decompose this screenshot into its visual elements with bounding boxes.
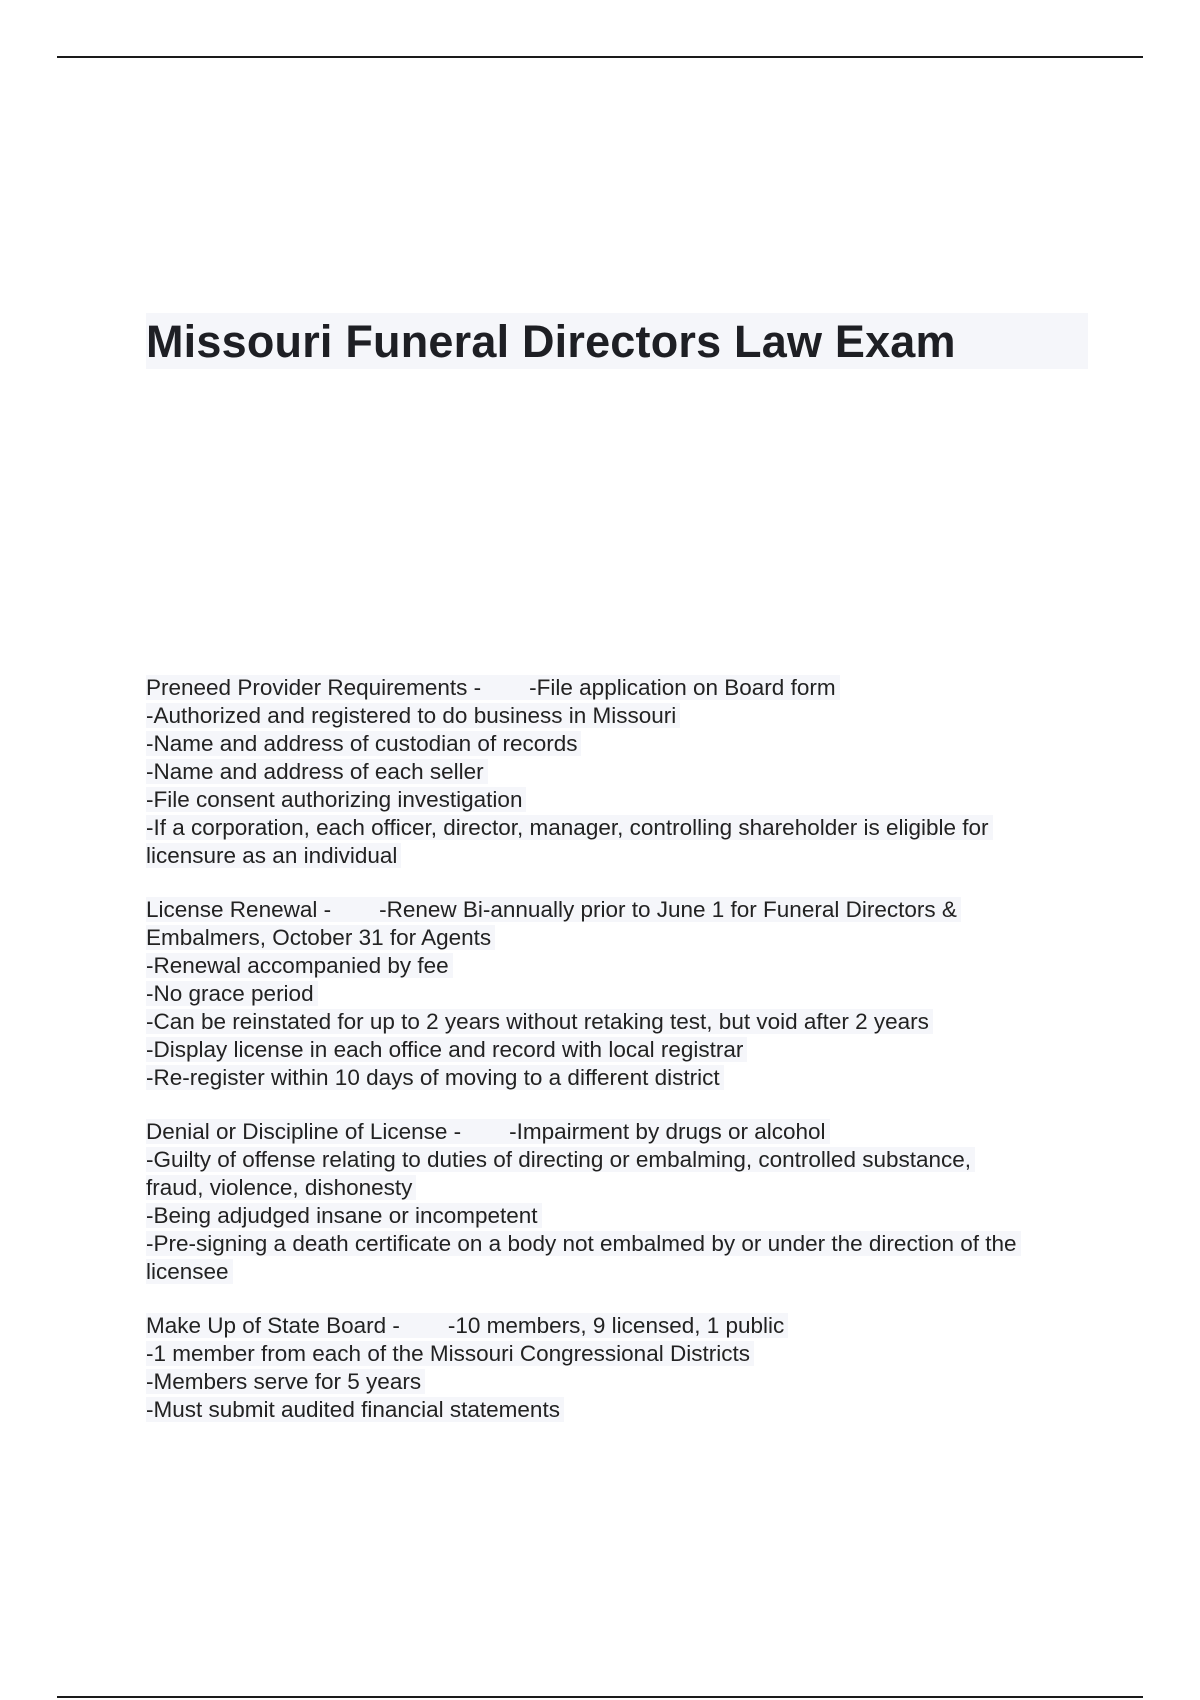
flashcard-line: -Name and address of custodian of records — [146, 730, 1096, 758]
flashcard-definition: -Renew Bi-annually prior to June 1 for Funeral Directors & — [379, 897, 957, 922]
flashcard-line: -No grace period — [146, 980, 1096, 1008]
flashcard-definition: -File application on Board form — [529, 675, 836, 700]
flashcard-definition: -10 members, 9 licensed, 1 public — [447, 1313, 785, 1338]
flashcard-preneed-provider — [146, 674, 1096, 870]
flashcard-line: licensure as an individual — [146, 842, 1096, 870]
flashcard-first-line — [146, 1118, 1096, 1146]
document-title: Missouri Funeral Directors Law Exam — [146, 316, 956, 367]
flashcard-line: -Guilty of offense relating to duties of directing or embalming, controlled substance, — [146, 1146, 1096, 1174]
flashcard-line: -Name and address of each seller — [146, 758, 1096, 786]
flashcard-line: Embalmers, October 31 for Agents — [146, 924, 1096, 952]
flashcard-line: -Members serve for 5 years — [146, 1368, 1096, 1396]
flashcard-license-renewal — [146, 896, 1096, 1092]
flashcard-definition: -Impairment by drugs or alcohol — [509, 1119, 826, 1144]
flashcard-line: -If a corporation, each officer, director, manager, controlling shareholder is eligible for — [146, 814, 1096, 842]
flashcard-list — [146, 674, 1096, 1450]
flashcard-line: -Authorized and registered to do business in Missouri — [146, 702, 1096, 730]
flashcard-first-line — [146, 674, 1096, 702]
flashcard-line: -Display license in each office and record with local registrar — [146, 1036, 1096, 1064]
flashcard-term: Preneed Provider Requirements - — [146, 675, 482, 700]
bottom-rule — [57, 1696, 1143, 1698]
flashcard-first-line — [146, 1312, 1096, 1340]
flashcard-denial-discipline — [146, 1118, 1096, 1286]
flashcard-first-line — [146, 896, 1096, 924]
flashcard-term: License Renewal - — [146, 897, 332, 922]
flashcard-line: -File consent authorizing investigation — [146, 786, 1096, 814]
flashcard-line: -Must submit audited financial statements — [146, 1396, 1096, 1424]
flashcard-line: -Can be reinstated for up to 2 years without retaking test, but void after 2 years — [146, 1008, 1096, 1036]
flashcard-line: fraud, violence, dishonesty — [146, 1174, 1096, 1202]
flashcard-line: -Being adjudged insane or incompetent — [146, 1202, 1096, 1230]
flashcard-state-board — [146, 1312, 1096, 1424]
flashcard-line: licensee — [146, 1258, 1096, 1286]
flashcard-line: -Re-register within 10 days of moving to a different district — [146, 1064, 1096, 1092]
flashcard-term: Make Up of State Board - — [146, 1313, 400, 1338]
top-rule — [57, 56, 1143, 58]
flashcard-line: -Renewal accompanied by fee — [146, 952, 1096, 980]
flashcard-line: -Pre-signing a death certificate on a body not embalmed by or under the direction of the — [146, 1230, 1096, 1258]
flashcard-line: -1 member from each of the Missouri Congressional Districts — [146, 1340, 1096, 1368]
flashcard-term: Denial or Discipline of License - — [146, 1119, 462, 1144]
